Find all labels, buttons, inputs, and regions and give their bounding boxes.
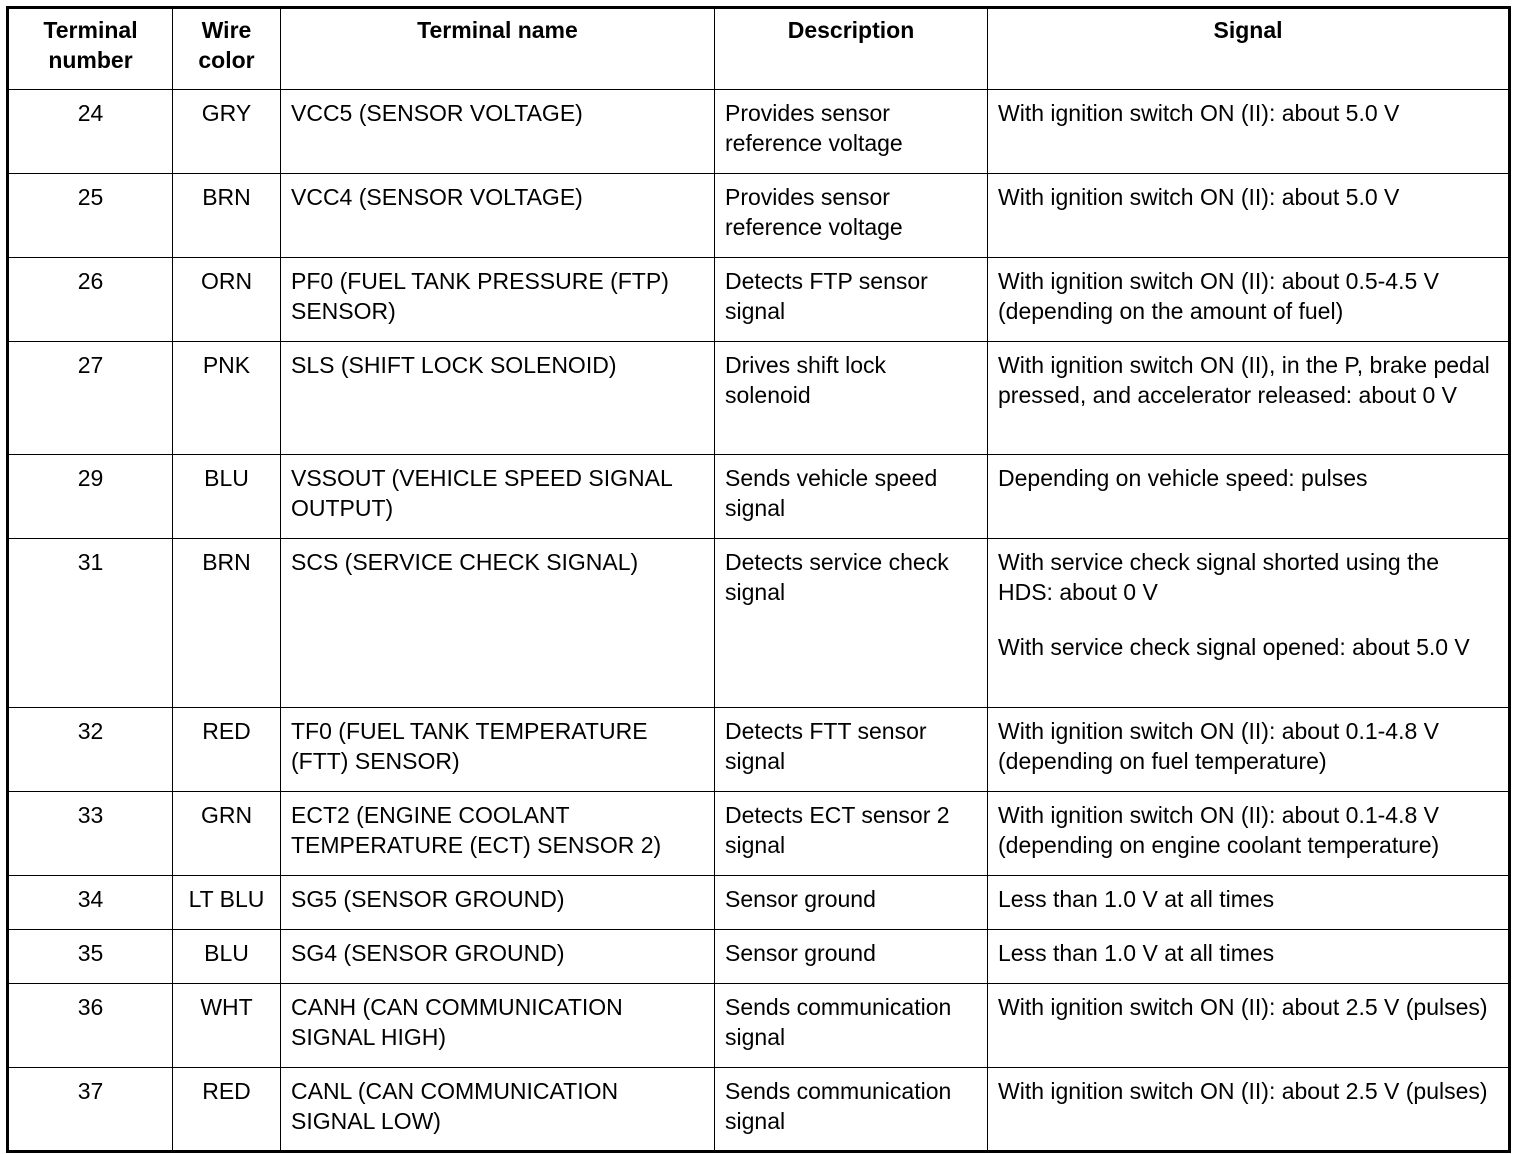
cell-description: Sensor ground [715,930,988,984]
header-terminal-number: Terminal number [8,8,173,90]
cell-signal [988,342,1510,455]
cell-terminal-number: 36 [8,984,173,1068]
cell-terminal-name: SG4 (SENSOR GROUND) [281,930,715,984]
cell-terminal-number: 26 [8,258,173,342]
table-row [8,1068,1510,1152]
cell-description: Detects FTP sensor signal [715,258,988,342]
cell-wire-color: ORN [173,258,281,342]
cell-wire-color: BLU [173,455,281,539]
cell-terminal-number: 24 [8,90,173,174]
signal-line: Less than 1.0 V at all times [998,886,1275,912]
signal-line: With ignition switch ON (II): about 2.5 V (pulses) [998,994,1488,1020]
cell-description: Provides sensor reference voltage [715,174,988,258]
table-row [8,90,1510,174]
cell-signal [988,876,1510,930]
cell-wire-color: BRN [173,539,281,708]
cell-signal [988,1068,1510,1152]
terminal-table-container [6,6,1508,1153]
cell-terminal-number: 34 [8,876,173,930]
signal-line: With ignition switch ON (II): about 0.1-4.8 V (depending on engine coolant temperature) [998,802,1440,858]
cell-wire-color: PNK [173,342,281,455]
cell-signal [988,174,1510,258]
cell-description: Sends communication signal [715,1068,988,1152]
signal-line: With service check signal opened: about 5.0 V [998,634,1470,660]
cell-terminal-number: 27 [8,342,173,455]
signal-line: Depending on vehicle speed: pulses [998,465,1368,491]
signal-line: With ignition switch ON (II): about 5.0 V [998,100,1400,126]
cell-signal [988,539,1510,708]
cell-description: Sensor ground [715,876,988,930]
terminal-table [6,6,1511,1153]
cell-terminal-name: VCC5 (SENSOR VOLTAGE) [281,90,715,174]
table-row [8,708,1510,792]
header-wire-color: Wire color [173,8,281,90]
signal-line: With service check signal shorted using the HDS: about 0 V [998,549,1440,605]
cell-description: Detects ECT sensor 2 signal [715,792,988,876]
table-row [8,876,1510,930]
cell-description: Detects FTT sensor signal [715,708,988,792]
cell-terminal-name: CANH (CAN COMMUNICATION SIGNAL HIGH) [281,984,715,1068]
cell-terminal-name: ECT2 (ENGINE COOLANT TEMPERATURE (ECT) SENSOR 2) [281,792,715,876]
cell-terminal-name: TF0 (FUEL TANK TEMPERATURE (FTT) SENSOR) [281,708,715,792]
cell-signal [988,792,1510,876]
signal-line: With ignition switch ON (II), in the P, brake pedal pressed, and accelerator released: about 0 V [998,352,1490,408]
table-row [8,342,1510,455]
cell-terminal-number: 25 [8,174,173,258]
table-row [8,258,1510,342]
cell-wire-color: WHT [173,984,281,1068]
signal-line: With ignition switch ON (II): about 2.5 V (pulses) [998,1078,1488,1104]
cell-wire-color: GRY [173,90,281,174]
cell-terminal-name: VCC4 (SENSOR VOLTAGE) [281,174,715,258]
table-row [8,792,1510,876]
signal-line: With ignition switch ON (II): about 5.0 V [998,184,1400,210]
cell-terminal-name: VSSOUT (VEHICLE SPEED SIGNAL OUTPUT) [281,455,715,539]
cell-wire-color: RED [173,708,281,792]
cell-terminal-number: 29 [8,455,173,539]
header-description: Description [715,8,988,90]
cell-terminal-name: PF0 (FUEL TANK PRESSURE (FTP) SENSOR) [281,258,715,342]
cell-terminal-name: CANL (CAN COMMUNICATION SIGNAL LOW) [281,1068,715,1152]
cell-terminal-number: 35 [8,930,173,984]
cell-signal [988,984,1510,1068]
cell-terminal-name: SG5 (SENSOR GROUND) [281,876,715,930]
cell-description: Sends vehicle speed signal [715,455,988,539]
header-terminal-name: Terminal name [281,8,715,90]
cell-signal [988,708,1510,792]
cell-terminal-number: 33 [8,792,173,876]
table-row [8,539,1510,708]
table-row [8,455,1510,539]
cell-description: Drives shift lock solenoid [715,342,988,455]
header-signal: Signal [988,8,1510,90]
cell-description: Sends communication signal [715,984,988,1068]
cell-wire-color: BRN [173,174,281,258]
cell-signal [988,930,1510,984]
cell-signal [988,258,1510,342]
header-row [8,8,1510,90]
cell-wire-color: BLU [173,930,281,984]
table-row [8,930,1510,984]
cell-terminal-number: 37 [8,1068,173,1152]
signal-line: Less than 1.0 V at all times [998,940,1275,966]
signal-line: With ignition switch ON (II): about 0.1-4.8 V (depending on fuel temperature) [998,718,1440,774]
cell-wire-color: RED [173,1068,281,1152]
cell-signal [988,90,1510,174]
cell-description: Provides sensor reference voltage [715,90,988,174]
cell-terminal-name: SLS (SHIFT LOCK SOLENOID) [281,342,715,455]
table-row [8,174,1510,258]
table-row [8,984,1510,1068]
cell-terminal-number: 32 [8,708,173,792]
cell-wire-color: LT BLU [173,876,281,930]
cell-wire-color: GRN [173,792,281,876]
cell-description: Detects service check signal [715,539,988,708]
signal-line: With ignition switch ON (II): about 0.5-4.5 V (depending on the amount of fuel) [998,268,1440,324]
cell-terminal-number: 31 [8,539,173,708]
cell-signal [988,455,1510,539]
cell-terminal-name: SCS (SERVICE CHECK SIGNAL) [281,539,715,708]
